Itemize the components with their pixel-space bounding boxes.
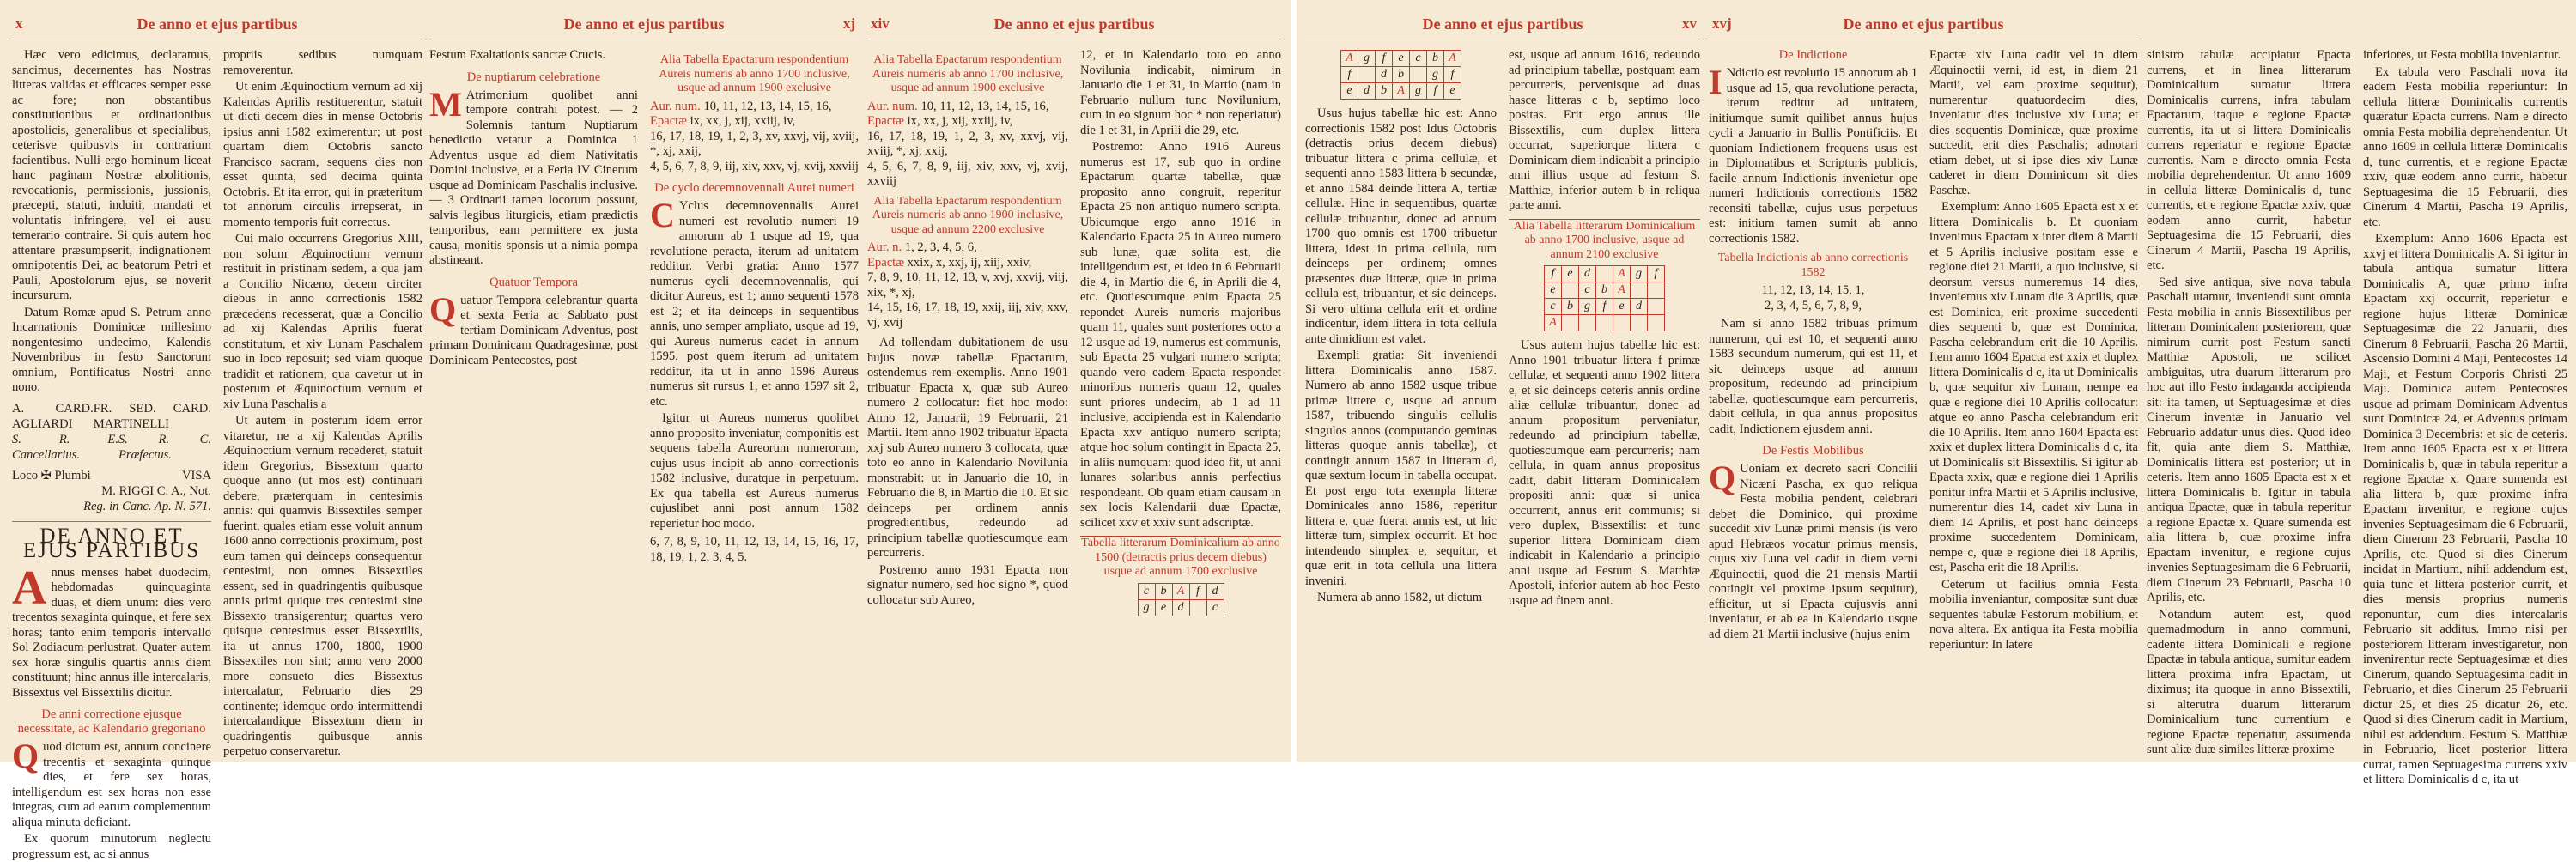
paragraph: Exemplum: Anno 1605 Epacta est x et littera Dominicalis b. Et quoniam invenimus Epactam x inter diem 8 Martii et 5 Aprilis inclusive positam esse e regione diei 21 Martii, a quo inclusive, si deorsum versus numeremus 14 dies, inveniemus xiv Lunam die 3 Aprilis, quæ est Dominica, erit proxime succedenti dies sequenti b, quæ est Dominica, Pascha celebrandum erit die 10 Aprilis. Item anno 1604 Epacta est xxix et duplex littera Dominicalis d c, ita ut Dominicalis b, quæ sequitur xiv Lunam, nempe ea quæ e regione diei 10 Aprilis collocatur: atque eo anno Pascha celebrandum erit die 10 Aprilis. Item anno 1604 Epacta est xxix et duplex littera Dominicalis d c, ita ut Dominicalis sit Bissextilis. Si igitur ab Epacta xxix, quæ e regione diei 1 Aprilis ponitur infra Martii et 5 Aprilis inclusive, numerentur dies 14, cadet xiv Luna in diem 14 Aprilis, et post hanc deinceps proxime succedentem Dominicam, nempe c, quæ e regione diei 18 Aprilis, est, Pascha erit die 18 Aprilis. [1929, 200, 2138, 574]
table-row: 2, 3, 4, 5, 6, 7, 8, 9, [1764, 298, 1862, 313]
paragraph: 12, et in Kalendario toto eo anno Novilunia indicabit, nimirum in Januario die 1 et 31, in Martio (nam in Februario nullum tunc Novilunium, cum in eo signum hoc * non reperiatur) die 1 et 31, in Aprili die 29, etc. [1080, 48, 1281, 137]
page-number: xj [842, 15, 855, 32]
running-header [1709, 12, 2138, 39]
section-title: De Indictione [1778, 48, 1848, 62]
paragraph: Ceterum ut facilius omnia Festa mobilia inveniantur, compositæ sunt duæ sequentes tabulæ Festorum mobilium, et nova altera. Ex antiqua ita Festa mobilia reperiuntur: In latere [1929, 577, 2138, 652]
row-values: xxix, x, xxj, ij, xiij, xxiv, [907, 255, 1032, 270]
row-values: 10, 11, 12, 13, 14, 15, 16, [703, 99, 832, 113]
table-cell: g [1631, 266, 1648, 282]
table-cell: f [1341, 67, 1358, 83]
table-row [1545, 282, 1665, 299]
table-cell: e [1545, 282, 1562, 299]
paragraph: Notandum autem est, quod quemadmodum in anno communi, cadente littera Dominicali e regione Epactæ in tabula antiqua, sumitur eadem littera proxima infra Epactam, ut diximus; ita quoque in anno Bissextili, si alterutra duarum litterarum Dominicalium tunc currentium e regione Epactæ reperiatur, assumenda sunt aliæ duæ similes litteræ proxime [2147, 607, 2351, 756]
table-cell: d [1631, 299, 1648, 315]
table-row: 14, 15, 16, 17, 18, 19, xxij, iij, xiv, xxv, vj, xvij [867, 300, 1068, 330]
paragraph: Ndictio est revolutio 15 annorum ab 1 usque ad 15, qua revolutione peracta, iterum reditur ad unitatem, initiumque sumit quilibet annus hujus cycli a Januario in Bullis Pontificiis. Et quoniam Indictionem frequens usus est in Diplomatibus et Scripturis publicis, facile annum Indictionis invenietur ope numeri Indictionis correctionis 1582 recensiti tabellæ, cujus usus perpetuus est: initium tamen sumit ab anno correctionis 1582. [1709, 66, 1917, 246]
table-cell: b [1393, 67, 1410, 83]
table-cell: f [1596, 299, 1613, 315]
table-cell: e [1562, 266, 1579, 282]
table-cell: g [1410, 83, 1427, 100]
table-cell: f [1427, 83, 1444, 100]
page-number: x [15, 15, 23, 32]
row-label: Aur. n. [867, 240, 902, 254]
section-title: Quatuor Tempora [489, 275, 578, 289]
table-row [1545, 299, 1665, 315]
column-2 [2363, 48, 2567, 786]
table-cell: A [1613, 282, 1631, 299]
paragraph: Ex quorum minutorum neglectu progressum est, ac si annus [12, 832, 211, 861]
page-xiv [867, 12, 1281, 755]
table-cell [1596, 315, 1613, 331]
paragraph: Usus autem hujus tabellæ hic est: Anno 1901 tribuatur littera f primæ cellulæ, et sequenti anno 1902 littera e, et sic deinceps ceteris annis ordine aliæ cellulæ tribuantur, donec ad annum propositum perveniatur, redeundo ad principium tabellæ, quotiescumque eam percurreris; nam cellula, in quam annus propositus cadit, dabit litteram Dominicalem propositi anni: quæ si unica occurrerit, annus erit communis; si vero duplex, Bissextilis: et tunc superior littera Dominicam diem indicabit in Kalendario a principio anni usque ad Festum S. Matthiæ Apostoli, inferior autem ab hoc Festo usque ad finem anni. [1509, 338, 1700, 608]
section-title: De cyclo decemnovennali Aurei numeri [654, 181, 854, 195]
table-cell: f [1189, 583, 1206, 599]
paragraph: Postremo anno 1931 Epacta non signatur numero, sed hoc signo *, quod collocatur sub Aureo, [867, 562, 1068, 607]
running-header [2147, 12, 2567, 39]
table-cell [1358, 67, 1376, 83]
table-cell: d [1376, 67, 1393, 83]
visa-name: M. RIGGI C. A., Not. [101, 483, 211, 498]
paragraph: Usus hujus tabellæ hic est: Anno correctionis 1582 post Idus Octobris (detractis prius decem diebus) tribuatur littera c prima cellulæ, et sequenti anno 1583 littera b secundæ, et anno 1584 deinde littera A, tertiæ cellulæ. Hinc in sequentibus, quartæ cellulæ tribuantur, donec ad annum 1700 quo omnis est 1700 tribuetur littera, idest in prima cellula, tum deinceps per ordinem; omnes præsentes duæ litteræ, quæ in prima cellula est, tribuantur, et sic deinceps. Si vero ultima cellula erit et ordine indicentur, idem littera in tota cellula ante dimidium est valet. [1305, 106, 1497, 346]
table-cell [1613, 315, 1631, 331]
row-values: ix, xx, j, xij, xxiij, iv, [907, 114, 1013, 128]
paragraph: Yclus decemnovennalis Aurei numeri est revolutio numeri 19 annorum ab 1 usque ad 19, qua revolutione peracta, iterum ad unitatem redditur. Verbi gratia: Anno 1577 numerus cycli decemnovennalis, qui dicitur Aureus, est 1; anno sequenti 1578 est 2; et ita deinceps in sequentibus annis, uno semper ampliato, usque ad 19, qui Aureus numerus cadet in annum 1595, post quem iterum ad unitatem redditur, ita ut in anno 1596 Aureus numerus sit rursus 1, et anno 1597 sit 2, etc. [650, 199, 859, 409]
running-title: De anno et ejus partibus [1422, 15, 1583, 33]
table-cell: A [1172, 583, 1189, 599]
row-values: 1, 2, 3, 4, 5, 6, [904, 240, 977, 254]
dominical-letters-table [1340, 50, 1461, 100]
paragraph: nnus menses habet duodecim, hebdomadas quinquaginta duas, et diem unum: dies vero trecentos sexaginta quinque, et fere sex horas; tanto enim temporis intervallo Sol Zodiacum perlustrat. Quater autem sex horæ singulis quartis annis diem constituunt; hinc annus ille intercalaris, Bissextus vel Bissextilis dicitur. [12, 565, 211, 700]
table-cell [1648, 299, 1665, 315]
paragraph: Numera ab anno 1582, ut dictum [1317, 591, 1483, 604]
paragraph: Ut autem in posterum idem error vitaretur, ne a xij Kalendas Aprilis Æquinoctium vernum recederet, statuit idem Gregorius, Bissextum quarto quoque anno (ut mos est) continuari debere, præterquam in centesimis annis: qui quamvis Bissextiles semper fuerint, quales etiam esse voluit annum 1600 anno correctionis proximum, post eum tamen qui deinceps consequentur centesimi, non omnes Bissextiles essent, sed in quadringentis quibusque annis primi quique tres centesimi sine Bissexto transigerentur; quartus vero quisque centesimus esset Bissextilis, ita ut annus 1700, 1800, 1900 Bissextiles non sint; anno vero 2000 more consueto dies Bissextus intercalatur, Februario dies 29 continente; idemque ordo intermittendi intercalandique Bissextum diem in quadringentis quibusque annis perpetuo conservaretur. [223, 414, 422, 758]
table-cell: b [1155, 583, 1172, 599]
table-cell: d [1206, 583, 1224, 599]
table-cell: f [1648, 266, 1665, 282]
column-1 [2147, 48, 2351, 755]
drop-cap: Q [429, 289, 457, 329]
table-cell: b [1376, 83, 1393, 100]
table-cell: A [1613, 266, 1631, 282]
table-row [1138, 599, 1224, 616]
page-number: xv [1682, 15, 1697, 32]
column-1 [1709, 48, 1917, 755]
column-2 [1509, 48, 1700, 755]
signature-roles [12, 432, 211, 463]
running-title: De anno et ejus partibus [1843, 15, 2004, 33]
table-cell: e [1444, 83, 1461, 100]
paragraph: Cui malo occurrens Gregorius XIII, non solum Æquinoctium vernum restituit in pristinam sedem, a qua jam a Concilio Nicæno, decem circiter diebus in anno correctionis 1582 præcedens recesserat, quæ a Concilio ad xij Kalendas Aprilis fuerat constitutum, et xiv Lunam Paschalem suo in loco reposuit; sed viam quoque tradidit et rationem, qua cavetur ut in posterum et Æquinoctium vernum et xiv Luna Paschalis a [223, 232, 422, 411]
column-2 [1929, 48, 2138, 755]
table-row [1341, 67, 1461, 83]
paragraph: Igitur ut Aureus numerus quolibet anno proposito inveniatur, componitis est sequens tabella Aureorum numerorum, cujus usus incipit ab anno correctionis 1582 inclusive, duratque in perpetuum. Ex qua tabella est Aureus numerus cujuslibet anni post annum 1582 reperietur hoc modo. [650, 411, 859, 531]
drop-cap: Q [1709, 458, 1736, 497]
table-row [650, 100, 859, 115]
column-2 [650, 48, 859, 755]
table-cell: f [1545, 266, 1562, 282]
table-cell: b [1562, 299, 1579, 315]
paragraph: Sed sive antiqua, sive nova tabula Paschali utamur, inveniendi sunt omnia Festa mobilia in annis Bissextilibus per litteram Dominicalem posteriorem, quæ nimirum currit post Festum sancti Matthiæ Apostoli, ne scilicet ambiguitas, utra duarum litterarum pro hoc aut illo Festo indaganda accipienda sit: ita tamen, ut Septuagesimæ et dies Cinerum inventæ in Januario vel Februario addatur unus dies. Quod ideo fit, quia ante diem S. Matthiæ, Dominicalis littera est posterior; ut in ceteris. Item anno 1605 Epacta est x et littera Dominicalis b. Igitur in tabula antiqua Epactæ, quæ in tabula reperitur a regione Epactæ x. Quare sumenda est alia littera b, quæ proxime infra Epactam invenitur, e regione cujus invenies Septuagesimam die 6 Februarii, diem Cinerum 23 Februarii, Pascha 10 Aprilis, etc. [2147, 275, 2351, 604]
paragraph: Atrimonium quolibet anni tempore contrahi potest. — 2 Solemnis tantum Nuptiarum benedictio vetatur a Dominica 1 Adventus usque ad diem Nativitatis Domini inclusive, et a Feria IV Cinerum usque ad Dominicam Paschalis inclusive. — 3 Ordinarii tamen locorum possunt, salvis legibus liturgicis, etiam prædictis temporibus, eam permittere ex justa causa, monitis sponsis ut a nimia pompa abstineant. [429, 88, 638, 267]
table-row [867, 100, 1068, 115]
seal-place: Loco ✠ Plumbi [12, 468, 91, 483]
chapter-title: DE ANNO ET EJUS PARTIBUS [12, 521, 211, 559]
running-header [867, 12, 1281, 39]
drop-cap: C [650, 196, 675, 234]
page-xv [1305, 12, 1700, 755]
table-row [867, 240, 1068, 256]
table-row: 4, 5, 6, 7, 8, 9, iij, xiv, xxv, vj, xvij, xxviij [867, 159, 1068, 188]
table-cell: A [1444, 51, 1461, 67]
column-2 [1080, 48, 1281, 755]
paragraph: Datum Romæ apud S. Petrum anno Incarnationis Dominicæ millesimo nongentesimo undecimo, Kalendis Novembribus in festo Sanctorum omnium, Pontificatus Nostri anno nono. [12, 305, 211, 394]
table-cell: d [1579, 266, 1596, 282]
drop-cap: Q [12, 737, 39, 775]
paragraph: Exempli gratia: Sit inveniendi littera Dominicalis anno 1587. Numero ab anno 1582 usque tribue primæ littere c, usque ad annum 1587, tribuendo singulis cellulis singulos annos (computando geminas litteras quoque annis tabellæ), et contingit annum 1587 in litteram d, quæ sextum locum in tabella occupat. Et post ergo tota exempla litteræ Dominicales anno 1586, reperitur littera e, quæ fuerat annis est, ut hic litteræ tum, simplex occurrit. Et hoc intendendo simplex e, sequitur, et quæ erit in tota cellula una littera inveniri. [1305, 349, 1497, 588]
table-cell: f [1444, 67, 1461, 83]
table-heading: Alia Tabella litterarum Dominicalium ab anno 1700 inclusive, usque ad annum 2100 exclusive [1509, 219, 1700, 263]
table-heading: Alia Tabella Epactarum respondentium Aureis numeris ab anno 1700 inclusive, usque ad annum 1900 exclusive [872, 53, 1064, 94]
table-row [867, 256, 1068, 271]
table-heading: Tabella Indictionis ab anno correctionis 1582 [1717, 252, 1909, 279]
table-row: 11, 12, 13, 14, 15, 1, [1761, 283, 1865, 297]
drop-cap: A [12, 561, 47, 615]
table-row [1341, 51, 1461, 67]
visa: VISA [181, 468, 211, 483]
paragraph: inferiores, ut Festa mobilia inveniantur. [2363, 48, 2561, 62]
table-row: 16, 17, 18, 19, 1, 2, 3, xv, xxvj, vij, xviij, *, xj, xxij, [867, 129, 1068, 158]
signatory-right: FR. SED. CARD. MARTINELLI [93, 401, 211, 431]
running-title: De anno et ejus partibus [137, 15, 298, 33]
table-row [1138, 583, 1224, 599]
table-row: 4, 5, 6, 7, 8, 9, iij, xiv, xxv, vj, xvij, xxviij [650, 159, 859, 173]
paragraph: propriis sedibus numquam removerentur. [223, 48, 422, 77]
signatory-left-role: S. R. E. Cancellarius. [12, 432, 118, 462]
table-cell [1648, 315, 1665, 331]
table-cell: A [1545, 315, 1562, 331]
table-cell [1410, 67, 1427, 83]
table-cell: d [1172, 599, 1189, 616]
table-row [650, 114, 859, 130]
table-cell: c [1579, 282, 1596, 299]
table-cell: A [1393, 83, 1410, 100]
page-x [12, 12, 422, 861]
table-cell: c [1410, 51, 1427, 67]
row-values: ix, xx, j, xij, xxiij, iv, [690, 114, 796, 128]
row-values: 10, 11, 12, 13, 14, 15, 16, [920, 99, 1049, 113]
page-number: xiv [871, 15, 890, 32]
table-cell [1562, 315, 1579, 331]
row-label: Aur. num. [867, 99, 918, 113]
table-heading: Tabella litterarum Dominicalium ab anno 1500 (detractis prius decem diebus) usque ad annum 1700 exclusive [1081, 537, 1280, 578]
table-cell: c [1206, 599, 1224, 616]
paragraph: Postremo: Anno 1916 Aureus numerus est 17, sub quo in ordine Epactarum quartæ tabellæ, quæ proposito anno congruit, reperitur Epacta 25 non antiquo numero scripta. Ubicumque ergo anno 1916 in Kalendario Epacta 25 in Aureo numero sub lunæ, quæ solita est, die intelligendum est, et ideo in 6 Februarii die 4, in Martio die 6, in Aprili die 4, etc. Quotiescumque enim Epacta 25 repondet Aureis numeris majoribus quam 11, quales sunt posteriores octo a 12 usque ad 19, numerus est communis, sub Epacta 25 vulgari numero scripta; quando vero eadem Epacta respondet minoribus numeris quam 12, quales sunt priores undecim, ab 1 ad 11 inclusive, accipienda est in Kalendario Epacta xxv antiquo numero scripta; atque hoc solum contingit in Epacta 25, in aliis numquam: quod ideo fit, ut anni lunares solaribus annis perfectius respondeant. Ob quam etiam causam in sex locis Kalendarii duæ Epactæ, scilicet xxv et xxiv sunt adscriptæ. [1080, 140, 1281, 530]
table-cell: g [1138, 599, 1155, 616]
column-1 [1305, 48, 1497, 755]
paragraph: Ad tollendam dubitationem de usu hujus novæ tabellæ Epactarum, ostendemus rem exemplis. Anno 1901 tribuatur Epacta x, quæ sub Aureo numero 2 collocatur: fiet hoc modo: Anno 12, Januarii, 19 Februarii, 21 Martii. Item anno 1902 tribuatur Epacta xxj sub Aureo numero 3 collocata, quæ toto eo anno in Kalendario Novilunia monstrabit: ut in Januario die 10, in Februario die 8, in Martio die 10. Et sic deinceps per ordinem annis progredientibus, redeundo ad principium tabellæ quotiescumque eam percurreris. [867, 336, 1068, 560]
page-xj [429, 12, 859, 755]
running-header [12, 12, 422, 39]
registration: Reg. in Canc. Ap. N. 571. [83, 499, 211, 513]
column-1 [12, 48, 211, 861]
paragraph: Uoniam ex decreto sacri Concilii Nicæni Pascha, ex quo reliqua Festa mobilia pendent, celebrari debet die Dominico, qui proxime succedit xiv Lunæ primi mensis (is vero apud Hebræos vocatur primus mensis, cujus xiv Luna vel cadit in diem verni Æquinoctii, quod die 21 mensis Martii contingit vel proxime ipsum sequitur), efficitur, ut si Epacta cujusvis anni inveniatur, et ab ea in Kalendario usque ad diem 21 Martii inclusive (hujus enim [1709, 462, 1917, 641]
table-cell: g [1427, 67, 1444, 83]
drop-cap: M [429, 84, 462, 124]
table-cell: e [1341, 83, 1358, 100]
table-cell [1648, 282, 1665, 299]
table-cell: c [1545, 299, 1562, 315]
row-label: Epactæ [867, 114, 904, 128]
column-2 [223, 48, 422, 758]
paragraph: Nam si anno 1582 tribuas primum numerum, qui est 10, et sequenti anno 1583 secundum numerum, qui est 11, et sic deinceps usque ad annum propositum, redeundo ad principium tabellæ, quotiescumque eam percurreris, dabit cellula, in qua annus propositus cadit, Indictionem ejusdem anni. [1709, 317, 1917, 436]
table-row: 7, 8, 9, 10, 11, 12, 13, v, xvj, xxvij, viij, xix, *, xj, [867, 270, 1068, 300]
table-cell [1596, 266, 1613, 282]
table-cell: g [1358, 51, 1376, 67]
running-header [429, 12, 859, 39]
paragraph: uatuor Tempora celebrantur quarta et sexta Feria ac Sabbato post tertiam Dominicam Adventus, post primam Dominicam Quadragesimæ, post Dominicam Pentecostes, post [429, 293, 638, 367]
page-xvij [2147, 12, 2567, 786]
paragraph: sinistro tabulæ accipiatur Epacta currens, et in linea litterarum Dominicalium sumatur littera Dominicalis currens, infra tabulam Epactarum, itaque e regione Epactæ currentis, ita ut si littera Dominicalis currens reperiatur e regione Epactæ currentis. Nam e directo omnia Festa mobilia deprehendentur. Ut anno 1609 in cellula litteræ Dominicalis d, tunc currentis, et e regione Epactæ xxiv, quæ eodem anno currit, habetur Septuagesima die 15 Februarii, dies Cinerum 4 Martii, Pascha 19 Aprilis, etc. [2147, 48, 2351, 272]
table-cell [1562, 282, 1579, 299]
right-spread [1297, 0, 2576, 786]
seal-row [12, 468, 211, 483]
table-row: 6, 7, 8, 9, 10, 11, 12, 13, 14, 15, 16, 17, 18, 19, 1, 2, 3, 4, 5. [650, 535, 859, 564]
paragraph: Exemplum: Anno 1606 Epacta est xxvj et littera Dominicalis A. Si igitur in tabula antiqua sumatur littera Dominicalis A, quæ primo infra Epactam xxj occurrit, reperietur e regione hujus litteræ Dominicæ Septuagesimæ die 22 Januarii, dies Cinerum 8 Februarii, Pascha 26 Martii, Ascensio Domini 4 Maji, Pentecostes 14 Maji, et Festum Corporis Christi 25 Maji. Dominica autem Pentecostes usque ad primam Dominicam Adventus sunt Dominicæ 24, et Adventus primam Dominica 3 Decembris: et sic de ceteris. Item anno 1605 Epacta est x et littera Dominicalis b, quæ in tabula reperitur a regione Epactæ x. Quare sumenda est alia littera b, quæ proxime infra Epactam invenitur, e regione cujus invenies Septuagesimam die 6 Februarii, diem Cinerum 23 Februarii, Pascha 10 Aprilis, etc. Quod si dies Cinerum incidat in Martium, nihil addendum est, quia tunc et littera posterior currit, et dies mensis proprius numeris reponuntur, cum dies intercalaris Februario sit additus. Immo nisi per posteriorem litteram investigaretur, non invenirentur recte Septuagesimæ et dies Cinerum, quando Septuagesima cadit in Februario, et dies Cinerum 25 Februarii dictur 25, et dies 25 dicatur 26, etc. Quod si dies Cinerum cadit in Martium, nihil est addendum. Festum S. Matthiæ in Februario, licet posterior littera currat, tamen Septuagesima currens xxiv et littera Dominicalis d c, ita ut [2363, 232, 2567, 786]
page-xvj [1709, 12, 2138, 755]
table-cell: d [1358, 83, 1376, 100]
paragraph: Ut enim Æquinoctium vernum ad xij Kalendas Aprilis restituerentur, statuit ut dicti decem dies in mense Octobris ipsius anni 1582 eximerentur; ut post quartam diem Octobris sancto Francisco sacram, sequens dies non esset quinta, sed decima quinta Octobris. Et ita error, qui in præteritum tot annorum circulis irrepserat, in momento temporis fuit correctus. [223, 80, 422, 229]
signatory-left: A. CARD. AGLIARDI [12, 401, 94, 431]
running-header [1305, 12, 1700, 39]
paragraph: Festum Exaltationis sanctæ Crucis. [429, 48, 606, 62]
signatory-right-role: S. R. C. Præfectus. [118, 432, 211, 462]
table-cell [1579, 315, 1596, 331]
paragraph: uod dictum est, annum concinere trecentis et sexaginta quinque dies, et fere sex horas, intelligendum est sex horas non esse integras, cum ad earum complementum aliqua minuta deficiant. [12, 740, 211, 829]
row-label: Epactæ [650, 114, 687, 128]
table-cell [1631, 315, 1648, 331]
table-cell: c [1138, 583, 1155, 599]
table-heading: Alia Tabella Epactarum respondentium Aureis numeris ab anno 1700 inclusive, usque ad annum 1900 exclusive [659, 53, 850, 94]
drop-cap: I [1709, 63, 1722, 101]
table-row [867, 114, 1068, 130]
table-cell: f [1376, 51, 1393, 67]
running-title: De anno et ejus partibus [993, 15, 1155, 33]
section-title: De Festis Mobilibus [1762, 444, 1864, 458]
table-row: 16, 17, 18, 19, 1, 2, 3, xv, xxvj, vij, xviij, *, xj, xxij, [650, 129, 859, 158]
dominical-letters-table [1138, 583, 1224, 616]
running-title: De anno et ejus partibus [563, 15, 725, 33]
table-cell [1189, 599, 1206, 616]
row-label: Epactæ [867, 255, 904, 270]
table-row [1545, 315, 1665, 331]
table-cell: e [1155, 599, 1172, 616]
paragraph: est, usque ad annum 1616, redeundo ad principium tabellæ, postquam eam percurreris, pervenisque ad duas hasce litteras c b, septimo loco positas. Erit ergo annus ille Bissextilis, cum duplex littera occurrat, superiorque littera c Dominicam diem indicabit a principio anni illius usque ad festum S. Matthiæ, inferior autem b in reliqua parte anni. [1509, 48, 1700, 212]
column-1 [429, 48, 638, 755]
table-cell: b [1427, 51, 1444, 67]
table-cell: e [1393, 51, 1410, 67]
table-cell: A [1341, 51, 1358, 67]
signature-names [12, 401, 211, 432]
table-cell: e [1613, 299, 1631, 315]
table-cell [1631, 282, 1648, 299]
table-cell: g [1579, 299, 1596, 315]
section-title: De anni correctione ejusque necessitate, ac Kalendario gregoriano [17, 707, 206, 736]
column-1 [867, 48, 1068, 755]
section-title: De nuptiarum celebratione [466, 70, 601, 84]
table-heading: Alia Tabella Epactarum respondentium Aureis numeris ab anno 1900 inclusive, usque ad annum 2200 exclusive [872, 194, 1064, 236]
row-label: Aur. num. [650, 99, 701, 113]
table-cell: b [1596, 282, 1613, 299]
page-number: xvj [1712, 15, 1732, 32]
dominical-letters-table [1544, 265, 1665, 331]
paragraph: Epactæ xiv Luna cadit vel in diem Æquinoctii verni, id est, in diem 21 Martii, vel eam proxime sequitur), numerentur quatuordecim dies, inveniatur dies inclusive xiv Luna; et dies sequentis Dominicæ, quæ proxime succedit, erit dies Paschalis; adnotari etiam debet, ut si ipse dies xiv Lunæ caderet in diem Dominicum sit dies Paschæ. [1929, 48, 2138, 197]
table-row [1545, 266, 1665, 282]
table-row [1341, 83, 1461, 100]
paragraph: Hæc vero edicimus, declaramus, sancimus, decernentes has Nostras litteras validas et efficaces semper esse ac fore; non obstantibus constitutionibus et ordinationibus apostolicis, generalibus et specialibus, ceterisve quibusvis in contrarium facientibus. Nulli ergo hominum liceat hanc paginam Nostræ abolitionis, revocationis, permissionis, jussionis, præcepti, statuti, induiti, mandati et voluntatis infringere, vel ei ausu temerario contraire. Si quis autem hoc attentare præsumpserit, indignationem omnipotentis Dei, ac beatorum Petri et Pauli, Apostolorum ejus, se noverit incursurum. [12, 48, 211, 302]
paragraph: Ex tabula vero Paschali nova ita eadem Festa mobilia reperiuntur: In cellula litteræ Dominicalis currentis quæratur Epacta currens. Nam e directo omnia Festa mobilia deprehendentur. Ut anno 1609 in cellula litteræ Dominicalis d, tunc currentis, et e regione Epactæ xxiv, quæ eodem anno currit, habetur Septuagesima die 15 Februarii, dies Cinerum 4 Martii, Pascha 19 Aprilis, etc. [2363, 64, 2567, 229]
